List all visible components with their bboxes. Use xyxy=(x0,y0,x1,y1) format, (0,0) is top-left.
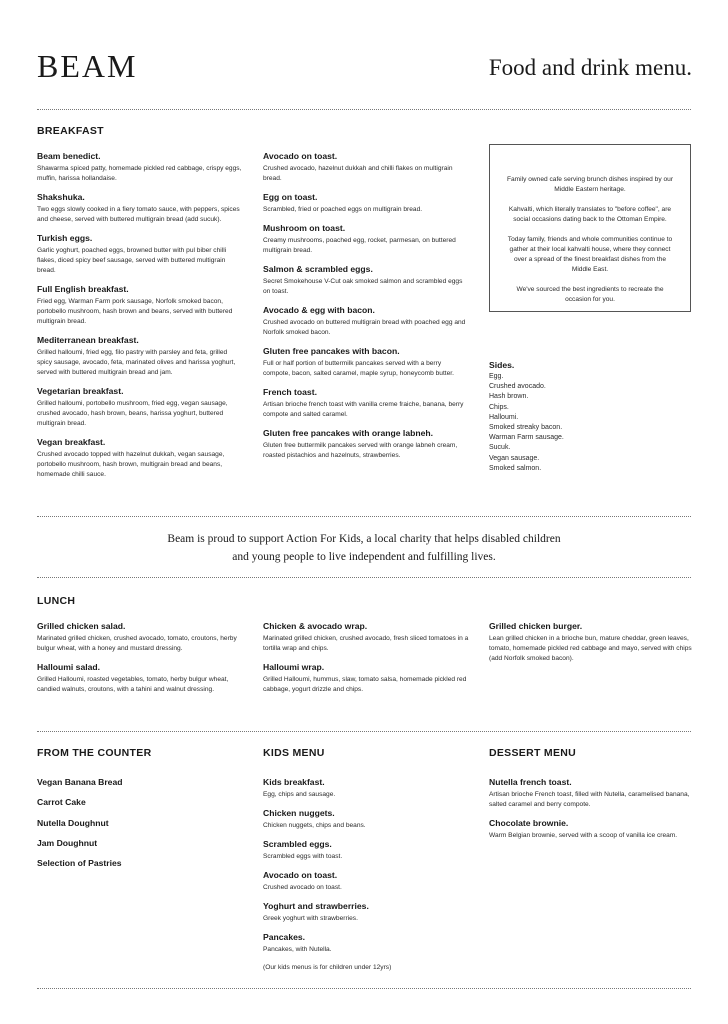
sides-item: Hash brown. xyxy=(489,393,529,401)
item-description: Scrambled, fried or poached eggs on multigrain bread. xyxy=(263,206,423,213)
menu-item xyxy=(37,284,243,327)
menu-item xyxy=(37,621,243,654)
item-description: Crushed avocado, hazelnut dukkah and chilli flakes on multigrain bread. xyxy=(263,165,453,182)
item-description: Creamy mushrooms, poached egg, rocket, parmesan, on buttered multigrain bread. xyxy=(263,237,456,254)
sides-title: Sides. xyxy=(489,360,515,370)
item-name: Yoghurt and strawberries. xyxy=(263,901,369,911)
kids-heading: KIDS MENU xyxy=(263,747,325,759)
breakfast-column-1 xyxy=(37,151,243,488)
lunch-heading: LUNCH xyxy=(37,595,76,607)
item-name: Halloumi wrap. xyxy=(263,662,325,672)
about-paragraph: Family owned cafe serving brunch dishes inspired by our Middle Eastern heritage. xyxy=(506,176,674,193)
item-description: Grilled Halloumi, hummus, slaw, tomato salsa, homemade pickled red cabbage, yogurt drizzle and chips. xyxy=(263,676,467,693)
item-description: Full or half portion of buttermilk pancakes served with a berry compote, bacon, salted caramel, maple syrup, honeycomb butter. xyxy=(263,360,454,377)
about-paragraph: Today family, friends and whole communities continue to gather at their local kahvalti house, where they connect over a spread of the finest breakfast dishes from the Middle East. xyxy=(507,236,673,273)
menu-item xyxy=(263,808,469,831)
menu-item xyxy=(263,387,469,420)
item-name: Chocolate brownie. xyxy=(489,818,569,828)
breakfast-column-2 xyxy=(263,151,469,469)
sides-list xyxy=(489,360,691,474)
item-description: Artisan brioche french toast with vanilla creme fraiche, banana, berry compote and salted caramel. xyxy=(263,401,464,418)
item-name: Chicken & avocado wrap. xyxy=(263,621,368,631)
divider xyxy=(37,516,691,517)
sides-item: Chips. xyxy=(489,403,509,411)
about-box xyxy=(489,144,691,312)
item-description: Crushed avocado on buttered multigrain bread with poached egg and Norfolk smoked bacon. xyxy=(263,319,466,336)
item-name: Avocado on toast. xyxy=(263,151,338,161)
charity-line: and young people to live independent and fulfilling lives. xyxy=(232,551,496,563)
menu-item xyxy=(263,777,469,800)
kids-age-note: (Our kids menus is for children under 12yrs) xyxy=(263,964,392,971)
menu-item xyxy=(263,839,469,862)
charity-statement xyxy=(37,530,691,566)
item-name: Chicken nuggets. xyxy=(263,808,335,818)
item-name: Vegan breakfast. xyxy=(37,437,106,447)
page-title: Food and drink menu. xyxy=(488,55,692,80)
item-description: Grilled halloumi, fried egg, filo pastry with parsley and feta, grilled spicy sausage, avocado, feta, marinated olives and harissa yoghurt, served with buttered multigrain bread and jam. xyxy=(37,349,236,376)
breakfast-heading: BREAKFAST xyxy=(37,125,104,137)
menu-item xyxy=(263,901,469,924)
item-description: Grilled Halloumi, roasted vegetables, tomato, herby bulgur wheat, candied walnuts, croutons, with a tahini and walnut dressing. xyxy=(37,676,229,693)
item-name: Full English breakfast. xyxy=(37,284,129,294)
menu-item xyxy=(263,264,469,297)
counter-item: Vegan Banana Bread xyxy=(37,777,123,787)
counter-heading: FROM THE COUNTER xyxy=(37,747,152,759)
item-name: French toast. xyxy=(263,387,317,397)
item-name: Vegetarian breakfast. xyxy=(37,386,124,396)
sides-item: Vegan sausage. xyxy=(489,454,540,462)
counter-list xyxy=(37,777,243,878)
menu-item xyxy=(263,932,469,955)
item-name: Grilled chicken burger. xyxy=(489,621,583,631)
item-name: Nutella french toast. xyxy=(489,777,572,787)
item-name: Salmon & scrambled eggs. xyxy=(263,264,373,274)
dessert-heading: DESSERT MENU xyxy=(489,747,577,759)
charity-line: Beam is proud to support Action For Kids, a local charity that helps disabled children xyxy=(167,533,561,545)
item-name: Kids breakfast. xyxy=(263,777,325,787)
item-name: Mediterranean breakfast. xyxy=(37,335,139,345)
item-description: Marinated grilled chicken, crushed avocado, tomato, croutons, herby bulgur wheat, with a honey and mustard dressing. xyxy=(37,635,237,652)
sides-item: Halloumi. xyxy=(489,413,519,421)
sides-item: Egg. xyxy=(489,373,504,380)
item-description: Fried egg, Warman Farm pork sausage, Norfolk smoked bacon, portobello mushroom, hash brown and beans, served with buttered multigrain bread. xyxy=(37,298,233,325)
menu-item xyxy=(37,662,243,695)
item-name: Pancakes. xyxy=(263,932,306,942)
counter-item: Jam Doughnut xyxy=(37,837,98,848)
divider xyxy=(37,731,691,732)
item-description: Egg, chips and sausage. xyxy=(263,791,336,798)
dessert-list xyxy=(489,777,695,849)
item-name: Gluten free pancakes with orange labneh. xyxy=(263,428,434,438)
item-description: Grilled halloumi, portobello mushroom, fried egg, vegan sausage, crushed avocado, hash brown, beans, harissa yoghurt, buttered multigrain bread. xyxy=(37,400,228,427)
about-paragraph: We've sourced the best ingredients to recreate the occasion for you. xyxy=(516,286,664,303)
kids-list xyxy=(263,777,469,973)
item-description: Shawarma spiced patty, homemade pickled red cabbage, crispy eggs, muffin, harissa hollandaise. xyxy=(37,165,242,182)
menu-item xyxy=(489,777,695,810)
divider xyxy=(37,577,691,578)
item-description: Chicken nuggets, chips and beans. xyxy=(263,822,366,829)
counter-item: Carrot Cake xyxy=(37,797,86,808)
divider xyxy=(37,109,691,110)
sides-item: Sucuk. xyxy=(489,444,511,452)
item-name: Grilled chicken salad. xyxy=(37,621,126,631)
item-description: Greek yoghurt with strawberries. xyxy=(263,915,358,922)
menu-item xyxy=(37,233,243,276)
sides-item: Smoked streaky bacon. xyxy=(489,424,563,432)
item-name: Turkish eggs. xyxy=(37,233,93,243)
menu-item xyxy=(263,192,469,215)
item-description: Garlic yoghurt, poached eggs, browned butter with pul biber chilli flakes, diced spicy beef sausage, served with buttered multigrain bread. xyxy=(37,247,227,274)
menu-item xyxy=(489,818,695,841)
menu-item xyxy=(263,305,469,338)
sides-item: Warman Farm sausage. xyxy=(489,434,564,442)
menu-item xyxy=(263,621,469,654)
counter-item: Nutella Doughnut xyxy=(37,817,109,828)
item-description: Lean grilled chicken in a brioche bun, mature cheddar, green leaves, tomato, homemade pickled red cabbage and mayo, served with chips (add Norfolk smoked bacon). xyxy=(489,635,692,662)
item-name: Egg on toast. xyxy=(263,192,318,202)
menu-item xyxy=(37,151,243,184)
menu-item xyxy=(263,346,469,379)
item-name: Mushroom on toast. xyxy=(263,223,346,233)
menu-item xyxy=(37,437,243,480)
item-description: Secret Smokehouse V-Cut oak smoked salmon and scrambled eggs on toast. xyxy=(263,278,463,295)
item-name: Halloumi salad. xyxy=(37,662,101,672)
menu-item xyxy=(489,621,695,664)
about-paragraph: Kahvalti, which literally translates to "before coffee", are social occasions dating back to the Ottoman Empire. xyxy=(508,206,672,223)
sides-item: Crushed avocado. xyxy=(489,383,546,391)
item-name: Beam benedict. xyxy=(37,151,101,161)
item-description: Marinated grilled chicken, crushed avocado, fresh sliced tomatoes in a tortilla wrap and chips. xyxy=(263,635,469,652)
menu-item xyxy=(263,151,469,184)
item-description: Pancakes, with Nutella. xyxy=(263,946,332,953)
menu-item xyxy=(263,662,469,695)
item-description: Warm Belgian brownie, served with a scoop of vanilla ice cream. xyxy=(489,832,678,839)
lunch-column-3 xyxy=(489,621,695,672)
item-description: Crushed avocado on toast. xyxy=(263,884,342,891)
counter-item: Selection of Pastries xyxy=(37,858,122,869)
item-description: Crushed avocado topped with hazelnut dukkah, vegan sausage, portobello mushroom, hash brown, multigrain bread and beans, homemade chilli sauce. xyxy=(37,451,225,478)
menu-item xyxy=(263,428,469,461)
item-description: Gluten free buttermilk pancakes served with orange labneh cream, roasted pistachios and hazelnuts, strawberries. xyxy=(263,442,458,459)
menu-item xyxy=(37,335,243,378)
menu-item xyxy=(37,192,243,225)
item-name: Avocado on toast. xyxy=(263,870,338,880)
brand-logo: BEAM xyxy=(37,48,138,84)
item-name: Avocado & egg with bacon. xyxy=(263,305,375,315)
divider xyxy=(37,988,691,989)
menu-item xyxy=(263,870,469,893)
menu-item xyxy=(37,386,243,429)
menu-item xyxy=(263,223,469,256)
item-description: Scrambled eggs with toast. xyxy=(263,853,343,860)
lunch-column-1 xyxy=(37,621,243,703)
item-name: Gluten free pancakes with bacon. xyxy=(263,346,400,356)
item-name: Scrambled eggs. xyxy=(263,839,332,849)
item-description: Artisan brioche French toast, filled with Nutella, caramelised banana, salted caramel and berry compote. xyxy=(489,791,690,808)
item-name: Shakshuka. xyxy=(37,192,85,202)
lunch-column-2 xyxy=(263,621,469,703)
item-description: Two eggs slowly cooked in a fiery tomato sauce, with peppers, spices and cheese, served with buttered multigrain bread (add sucuk). xyxy=(37,206,240,223)
sides-item: Smoked salmon. xyxy=(489,464,542,472)
